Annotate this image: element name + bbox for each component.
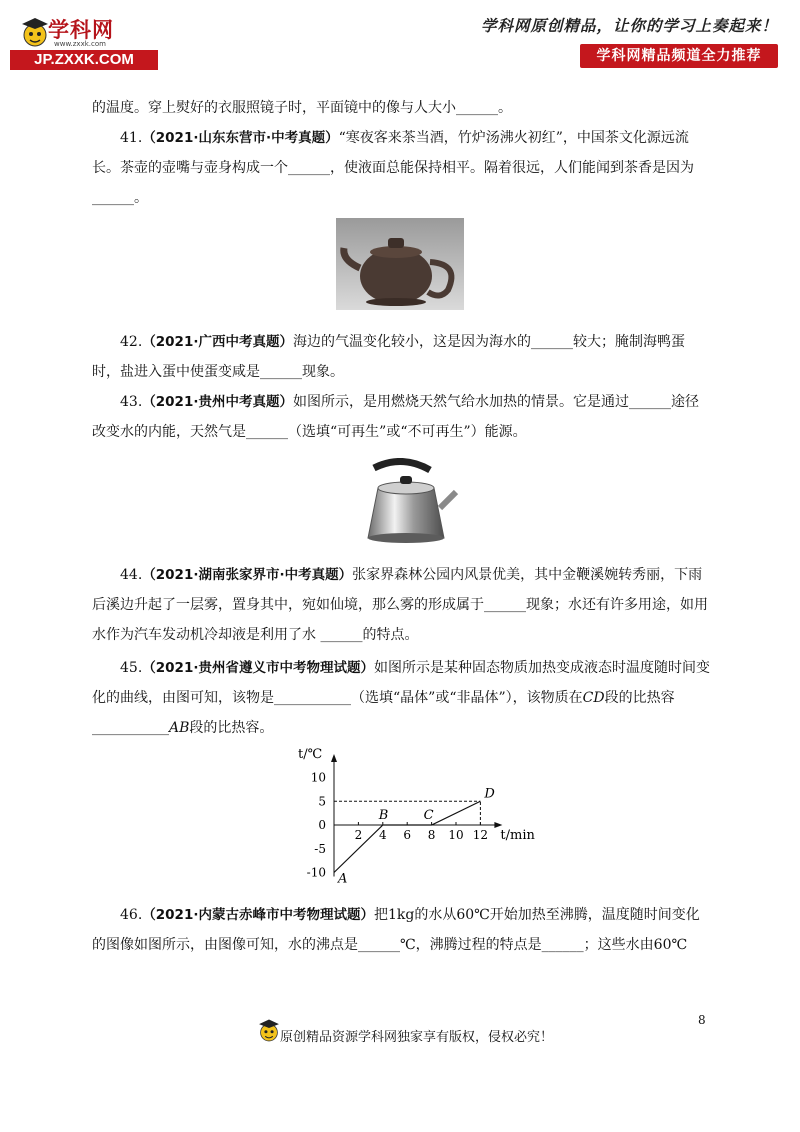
x-axis-label: t/min: [500, 828, 535, 843]
mascot-icon: [256, 1016, 282, 1046]
segment-ab: AB: [169, 720, 190, 736]
question-number: 43.: [120, 394, 143, 410]
question-41: [92, 123, 712, 213]
question-text: 如图所示，是用燃烧天然气给水加热的情景。它是通过______途径改变水的内能，天然气是______（选填“可再生”或“不可再生”）能源。: [92, 394, 699, 440]
page-number: 8: [698, 1013, 706, 1027]
y-tick-label: -5: [314, 841, 326, 856]
question-source: （2021·湖南张家界市·中考真题）: [142, 567, 353, 583]
header-slogan: 学科网原创精品，让你的学习上奏起来！: [480, 17, 778, 35]
question-46: [92, 900, 712, 960]
question-source: （2021·贵州省遵义市中考物理试题）: [142, 660, 374, 676]
question-source: （2021·山东东营市·中考真题）: [142, 130, 339, 146]
x-tick-label: 8: [427, 828, 436, 842]
segment-cd: CD: [582, 690, 605, 706]
y-tick-label: 10: [310, 770, 326, 785]
question-40-tail: 的温度。穿上熨好的衣服照镜子时，平面镜中的像与人大小______。: [92, 100, 512, 116]
temperature-time-chart: [292, 740, 542, 885]
question-number: 46.: [120, 907, 143, 923]
question-text: 段的比热容___________: [92, 690, 675, 736]
question-source: （2021·贵州中考真题）: [142, 394, 293, 410]
y-axis-arrow: [331, 754, 337, 762]
y-tick-label: 0: [318, 818, 326, 832]
question-42: [92, 327, 712, 387]
question-45: [92, 653, 712, 743]
question-text: “寒夜客来茶当酒，竹炉汤沸火初红”，中国茶文化源远流长。茶壶的壶嘴与壶身构成一个______，使液面总能保持相平。隔着很远，人们能闻到茶香是因为 ______。: [92, 130, 694, 206]
y-tick-label: -10: [306, 865, 326, 880]
teapot-image: [336, 218, 464, 310]
question-text: 如图所示是某种固态物质加热变成液态时温度随时间变化的曲线，由图可知，该物是___________（选填“晶体”或“非晶体”），该物质在: [92, 660, 710, 706]
x-tick-label: 10: [448, 828, 464, 842]
footer-copyright: 原创精品资源学科网独家享有版权，侵权必究！: [280, 1030, 554, 1045]
logo-url-bar: JP.ZXXK.COM: [10, 50, 158, 70]
x-tick-label: 12: [472, 828, 489, 842]
x-tick-label: 6: [403, 828, 412, 842]
point-label-c: C: [423, 808, 434, 823]
question-number: 41.: [120, 130, 143, 146]
question-number: 44.: [120, 567, 143, 583]
x-tick-label: 2: [354, 828, 363, 842]
question-44: [92, 560, 712, 650]
question-source: （2021·内蒙古赤峰市中考物理试题）: [142, 907, 374, 923]
question-text: 张家界森林公园内风景优美，其中金鞭溪婉转秀丽，下雨后溪边升起了一层雾，置身其中，宛如仙境，那么雾的形成属于______现象；水还有许多用途，如用水作为汽车发动机冷却液是利用了水 ______的特点。: [92, 567, 708, 643]
question-text: 把1kg的水从60℃开始加热至沸腾，温度随时间变化的图像如图所示，由图像可知，水的沸点是______℃，沸腾过程的特点是______；这些水由60℃: [92, 907, 700, 953]
y-tick-label: 5: [318, 794, 326, 809]
header-banner: 学科网精品频道全力推荐: [580, 44, 778, 68]
kettle-image: [352, 458, 460, 546]
question-text: 海边的气温变化较小，这是因为海水的______较大；腌制海鸭蛋时，盐进入蛋中使蛋变咸是______现象。: [92, 334, 685, 380]
site-logo[interactable]: [10, 14, 160, 74]
point-label-a: A: [338, 871, 348, 885]
logo-name: 学科网: [48, 18, 114, 42]
y-axis-label: t/℃: [298, 747, 323, 762]
point-label-b: B: [378, 808, 389, 823]
question-number: 42.: [120, 334, 143, 350]
question-text: 段的比热容。: [189, 720, 274, 736]
mascot-icon: [18, 16, 52, 50]
question-43: [92, 387, 712, 447]
question-source: （2021·广西中考真题）: [142, 334, 293, 350]
logo-subtext: www.zxxk.com: [54, 40, 106, 48]
x-tick-label: 4: [378, 828, 387, 842]
point-label-d: D: [484, 786, 495, 802]
question-number: 45.: [120, 660, 143, 676]
